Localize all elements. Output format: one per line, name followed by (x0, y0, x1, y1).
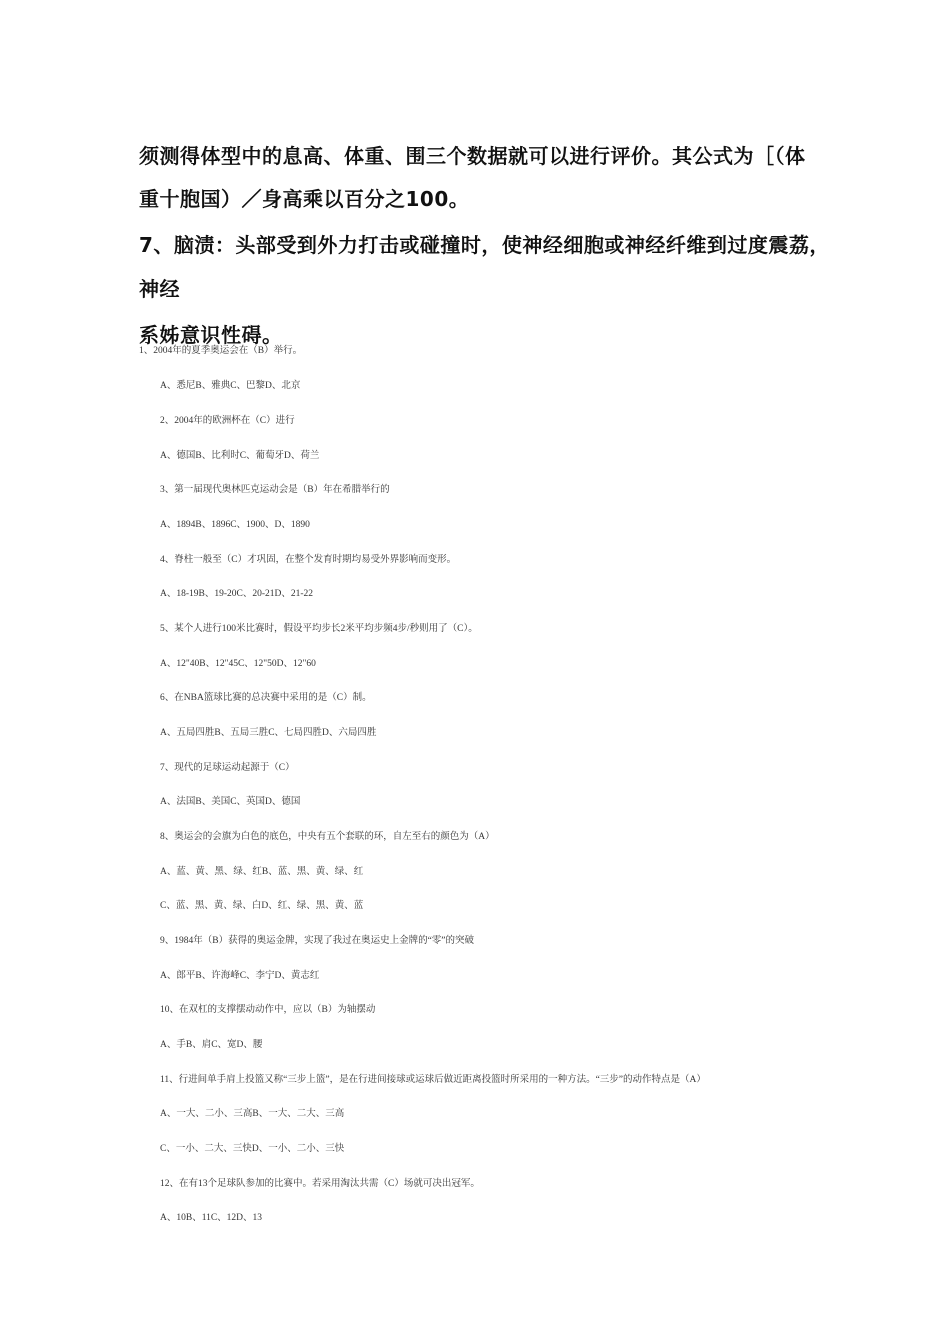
answer-line: A、一大、二小、三高B、一大、二大、三高 (160, 1109, 345, 1119)
question-line: 4、脊柱一般至（C）才巩固，在整个发育时期均易受外界影响而变形。 (160, 555, 457, 565)
body-paragraph-line: 重十胞国）／身高乘以百分之100。 (139, 187, 470, 211)
body-paragraph-line: 神经 (139, 277, 180, 301)
answer-line: A、法国B、美国C、英国D、德国 (160, 797, 301, 807)
body-paragraph-line: 须测得体型中的息高、体重、围三个数据就可以进行评价。其公式为［（体 (139, 144, 806, 168)
answer-line: C、蓝、黑、黄、绿、白D、红、绿、黑、黄、蓝 (160, 901, 364, 911)
question-line: 6、在NBA篮球比赛的总决赛中采用的是（C）制。 (160, 693, 372, 703)
answer-line: A、悉尼B、雅典C、巴黎D、北京 (160, 381, 301, 391)
answer-line: A、蓝、黄、黑、绿、红B、蓝、黑、黄、绿、红 (160, 867, 364, 877)
answer-line: A、手B、肩C、宽D、腰 (160, 1040, 263, 1050)
body-paragraph-line: 系姊意识性碍。 (139, 323, 283, 347)
answer-line: A、10B、11C、12D、13 (160, 1213, 263, 1223)
answer-line: C、一小、二大、三快D、一小、二小、三快 (160, 1144, 345, 1154)
answer-line: A、郎平B、许海峰C、李宁D、黄志红 (160, 971, 320, 981)
answer-line: A、18-19B、19-20C、20-21D、21-22 (160, 589, 314, 599)
question-line: 1、2004年的夏季奥运会在（B）举行。 (139, 346, 303, 356)
question-line: 8、奥运会的会旗为白色的底色，中央有五个套联的环，自左至右的颜色为（A） (160, 832, 495, 842)
question-line: 2、2004年的欧洲杯在（C）进行 (160, 416, 295, 426)
question-line: 5、某个人进行100米比赛时，假设平均步长2米平均步频4步/秒则用了（C）。 (160, 624, 478, 634)
question-line: 11、行进间单手肩上投篮又称“三步上篮”，是在行进间接球或运球后做近距离投篮时所采用的一种方法。“三步”的动作特点是（A） (160, 1075, 706, 1085)
answer-line: A、1894B、1896C、1900、D、1890 (160, 520, 310, 530)
question-line: 7、现代的足球运动起源于（C） (160, 763, 295, 773)
question-line: 12、在有13个足球队参加的比赛中。若采用淘汰共需（C）场就可决出冠军。 (160, 1179, 480, 1189)
question-line: 9、1984年（B）获得的奥运金牌，实现了我过在奥运史上金牌的“零”的突破 (160, 936, 475, 946)
question-line: 3、第一届现代奥林匹克运动会是（B）年在希腊举行的 (160, 485, 390, 495)
question-line: 10、在双杠的支撑摆动动作中，应以（B）为轴摆动 (160, 1005, 376, 1015)
body-paragraph-line: 7、脑渍：头部受到外力打击或碰撞时，使神经细胞或神经纤维到过度震荔， (139, 233, 830, 257)
answer-line: A、五局四胜B、五局三胜C、七局四胜D、六局四胜 (160, 728, 377, 738)
answer-line: A、12"40B、12"45C、12"50D、12"60 (160, 659, 316, 669)
answer-line: A、德国B、比利时C、葡萄牙D、荷兰 (160, 451, 320, 461)
